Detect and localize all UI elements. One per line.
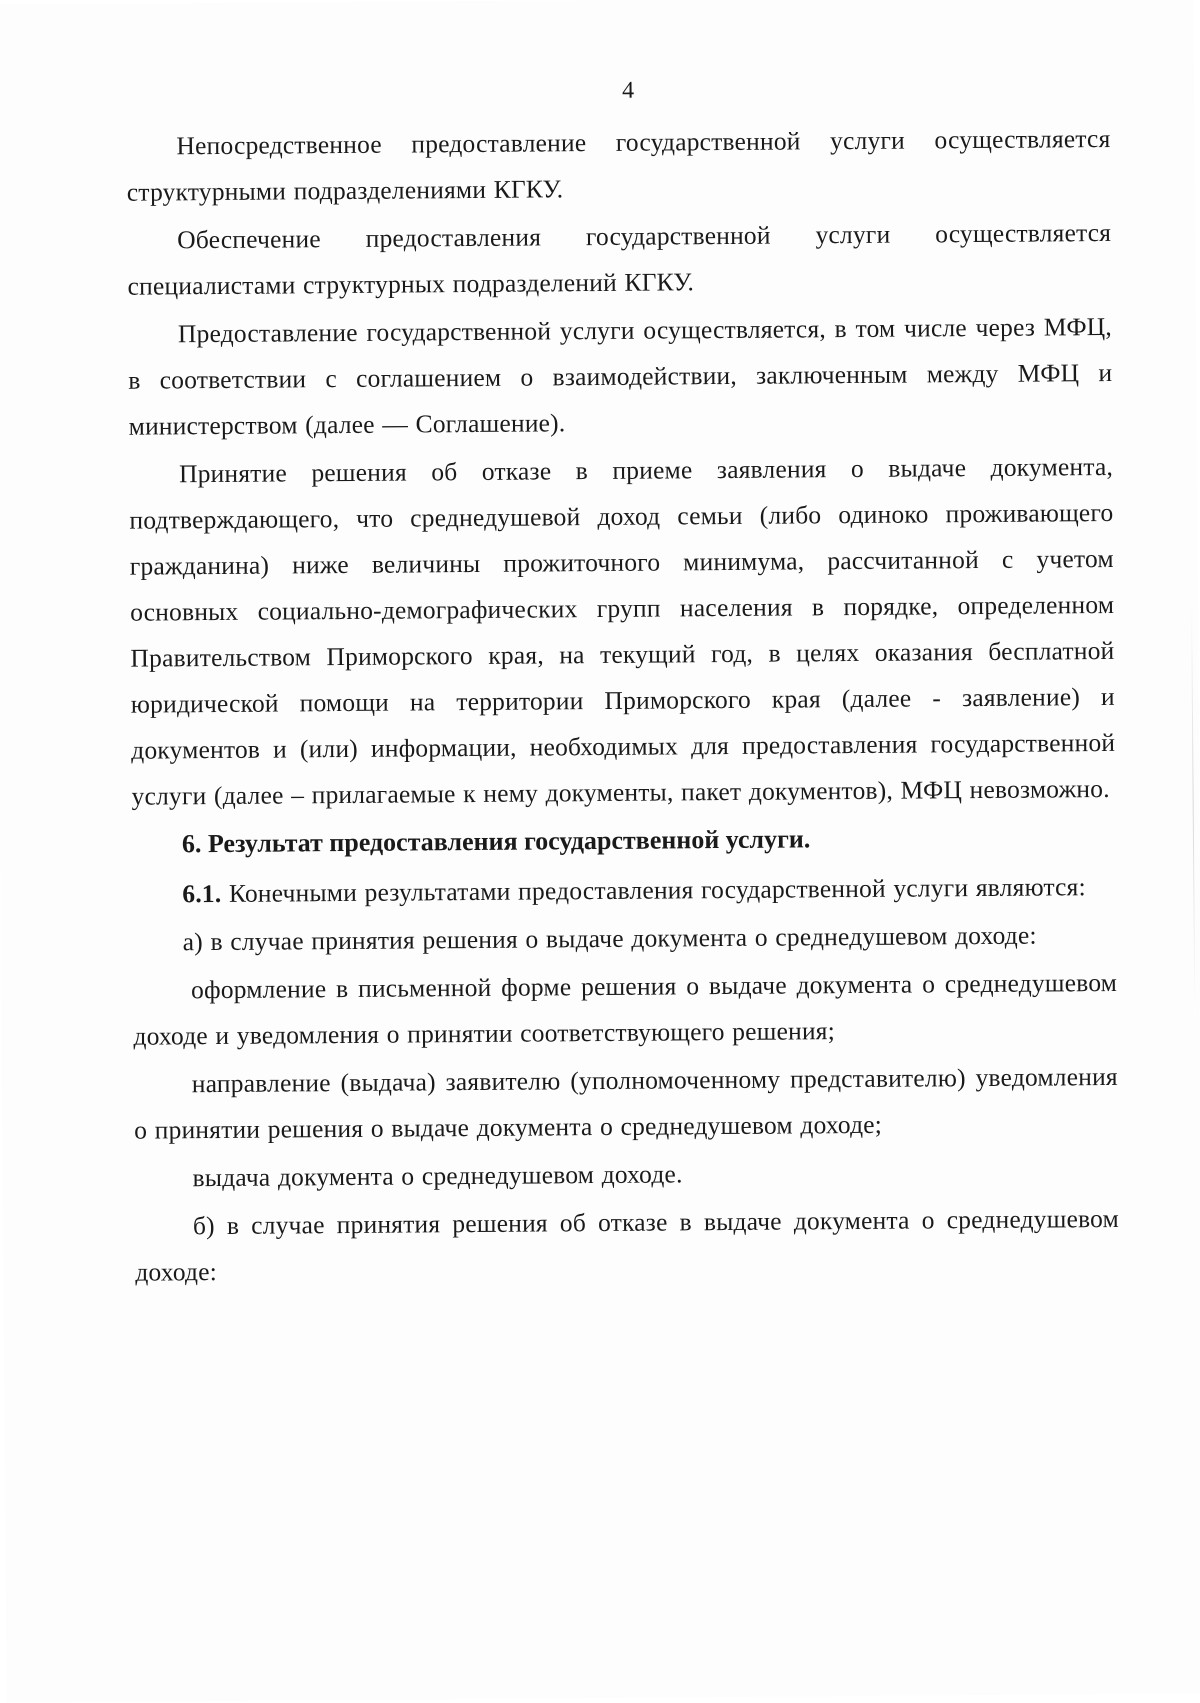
item-text-6-1: Конечными результатами предоставления государственной услуги являются:: [221, 872, 1086, 908]
paragraph-item-6-1: [132, 864, 1116, 918]
page-number: 4: [621, 77, 635, 104]
item-number-6-1: 6.1.: [182, 878, 222, 909]
scan-edge-artifact: [1191, 595, 1195, 1015]
subitem-a-intro: а) в случае принятия решения о выдаче документа о среднедушевом доходе:: [182, 920, 1037, 957]
subitem-a-notification: направление (выдача) заявителю (уполномоченному представителю) уведомления о принятии решения о выдаче документа о среднедушевом доходе;: [134, 1061, 1118, 1145]
paragraph-provision-support: Обеспечение предоставления государственной услуги осуществляется специалистами структурных подразделений КГКУ.: [127, 217, 1112, 301]
section-heading-result: 6. Результат предоставления государственной услуги.: [181, 824, 811, 859]
paragraph-mfc-provision: Предоставление государственной услуги осуществляется, в том числе через МФЦ, в соответствии с соглашением о взаимодействии, заключенным между МФЦ и министерством (далее — Соглашение).: [128, 311, 1113, 441]
paragraph-refusal-decision: Принятие решения об отказе в приеме заявления о выдаче документа, подтверждающего, что среднедушевой доход семьи (либо одиноко проживающего гражданина) ниже величины прожиточного минимума, рассчитанной с учетом основных социально-демографических групп населения в порядке, определенном Правительством Приморского края, на текущий год, в целях оказания бесплатной юридической помощи на территории Приморского края (далее - заявление) и документов и (или) информации, необходимых для предоставления государственной услуги (далее – прилагаемые к нему документы, пакет документов), МФЦ невозможно.: [129, 451, 1116, 811]
subitem-b-intro: б) в случае принятия решения об отказе в выдаче документа о среднедушевом доходе:: [135, 1203, 1120, 1287]
paragraph-direct-provision: Непосредственное предоставление государственной услуги осуществляется структурными подразделениями КГКУ.: [126, 123, 1111, 207]
subitem-a-formalization: оформление в письменной форме решения о выдаче документа о среднедушевом доходе и уведомления о принятии соответствующего решения;: [133, 967, 1118, 1051]
subitem-a-issuance: выдача документа о среднедушевом доходе.: [192, 1159, 683, 1193]
